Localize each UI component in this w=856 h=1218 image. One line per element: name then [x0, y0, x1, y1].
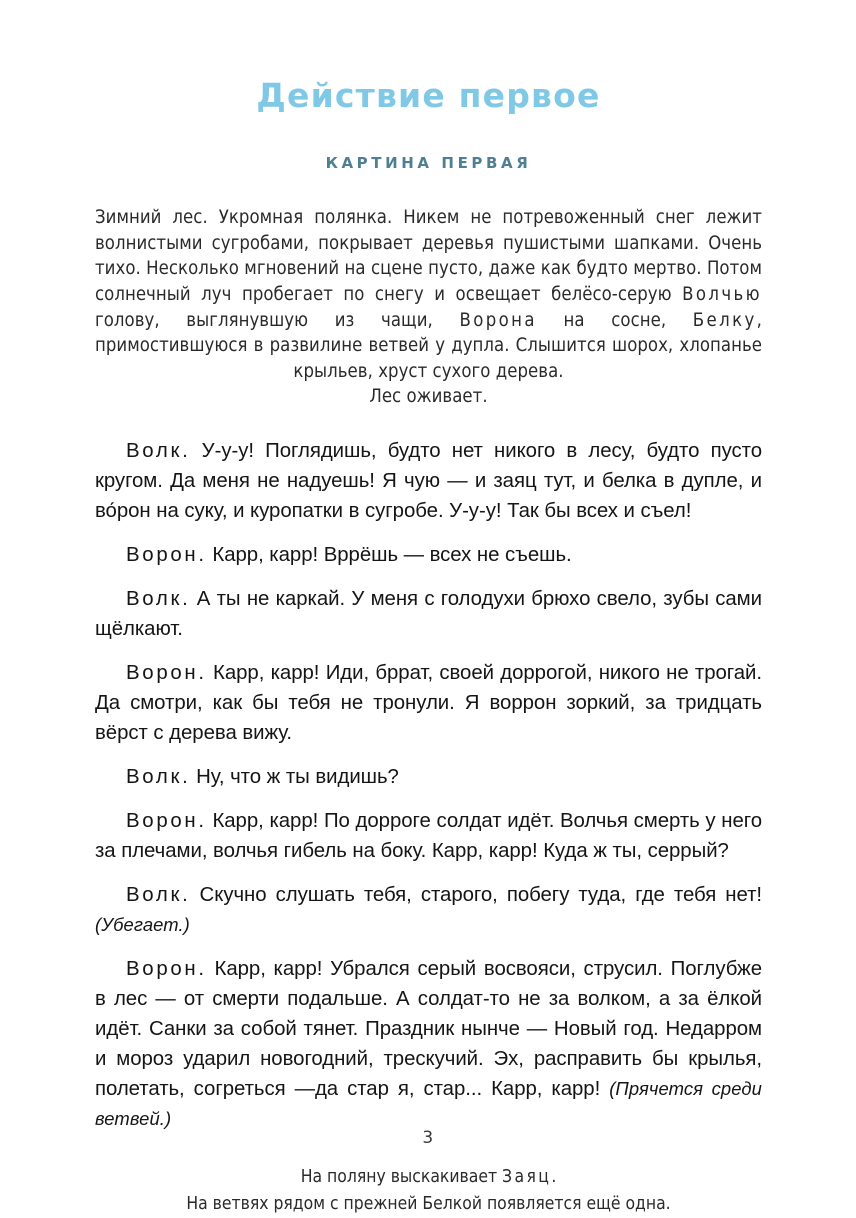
- stage-text-2: голову, выглянувшую из чащи,: [95, 309, 460, 331]
- stage-text-3: на сосне,: [536, 309, 693, 331]
- speech-line: [95, 940, 762, 1134]
- speech-text: У-у-у! Поглядишь, будто нет никого в лесу, будто пусто кругом. Да меня не надуешь! Я чую — и заяц тут, и белка в дупле, и во́рон на суку, и куропатки в сугробе. У-у-у! Так бы всех и съел!: [95, 440, 762, 523]
- page-number: 3: [422, 1128, 434, 1148]
- speech-line: [95, 526, 762, 570]
- character-name-squirrel: Белку: [692, 309, 757, 331]
- dialogue-list: [95, 410, 762, 1134]
- character-name-hare: Заяц: [502, 1167, 552, 1188]
- inline-stage-note: (Прячется среди ветвей.): [95, 1078, 762, 1130]
- stage-text-4: , примостившуюся в развилине ветвей у дупла. Слышится шорох, хлопанье крыльев, хруст сухого дерева.: [95, 309, 762, 382]
- speaker-name: Ворон.: [126, 810, 207, 833]
- speech-line: [95, 866, 762, 940]
- speech-text: Карр, карр! Убрался серый восвояси, струсил. Поглубже в лес — от смерти подальше. А солдат-то не за волком, а за ёлкой идёт. Санки за собой тянет. Праздник нынче — Новый год. Недарром и мороз ударил новогодний, трескучий. Эх, расправить бы крылья, полетать, согреться —да стар я, стар... Карр, карр!: [95, 958, 762, 1101]
- closing-text-1a: На поляну выскакивает: [300, 1167, 503, 1188]
- speaker-name: Ворон.: [126, 544, 207, 567]
- character-name-wolf: Волчью: [682, 284, 762, 306]
- speech-text: А ты не каркай. У меня с голодухи брюхо свело, зубы сами щёлкают.: [95, 588, 762, 641]
- speech-text: Ну, что ж ты видишь?: [190, 766, 399, 789]
- speech-line: [95, 410, 762, 526]
- act-title: Действие первое: [256, 76, 601, 115]
- speech-line: [95, 748, 762, 792]
- character-name-raven: Ворона: [459, 309, 537, 331]
- scene-title: КАРТИНА ПЕРВАЯ: [325, 154, 532, 173]
- speaker-name: Ворон.: [126, 662, 207, 685]
- stage-text-1: Зимний лес. Укромная полянка. Никем не потревоженный снег лежит волнистыми сугробами, покрывает деревья пушистыми шапками. Очень тихо. Несколько мгновений на сцене пусто, даже как будто мертво. Потом солнечный луч пробегает по снегу и освещает белёсо-серую: [95, 207, 762, 306]
- page-content: [95, 0, 762, 1218]
- speaker-name: Волк.: [126, 766, 191, 789]
- closing-line-1: [95, 1164, 762, 1191]
- closing-line-2: На ветвях рядом с прежней Белкой появляется ещё одна.: [186, 1194, 671, 1215]
- speaker-name: Волк.: [126, 440, 191, 463]
- opening-stage-direction: [95, 172, 762, 384]
- inline-stage-note: (Убегает.): [95, 914, 190, 936]
- speech-text: Карр, карр! По дорроге солдат идёт. Волчья смерть у него за плечами, волчья гибель на боку. Карр, карр! Куда ж ты, серрый?: [95, 810, 762, 863]
- speaker-name: Ворон.: [126, 958, 207, 981]
- speech-text: Карр, карр! Вррёшь — всех не съешь.: [206, 544, 572, 567]
- speech-text: Скучно слушать тебя, старого, побегу туда, где тебя нет!: [190, 884, 762, 907]
- speech-line: [95, 792, 762, 866]
- closing-text-1b: .: [551, 1167, 557, 1188]
- speech-text: Карр, карр! Иди, бррат, своей доррогой, никого не трогай. Да смотри, как бы тебя не тронули. Я воррон зоркий, за тридцать вёрст с дерева вижу.: [95, 662, 762, 745]
- speaker-name: Волк.: [126, 884, 191, 907]
- speaker-name: Волк.: [126, 588, 191, 611]
- stage-direction-forest-awakens: Лес оживает.: [369, 386, 488, 408]
- speech-line: [95, 644, 762, 748]
- speech-line: [95, 570, 762, 644]
